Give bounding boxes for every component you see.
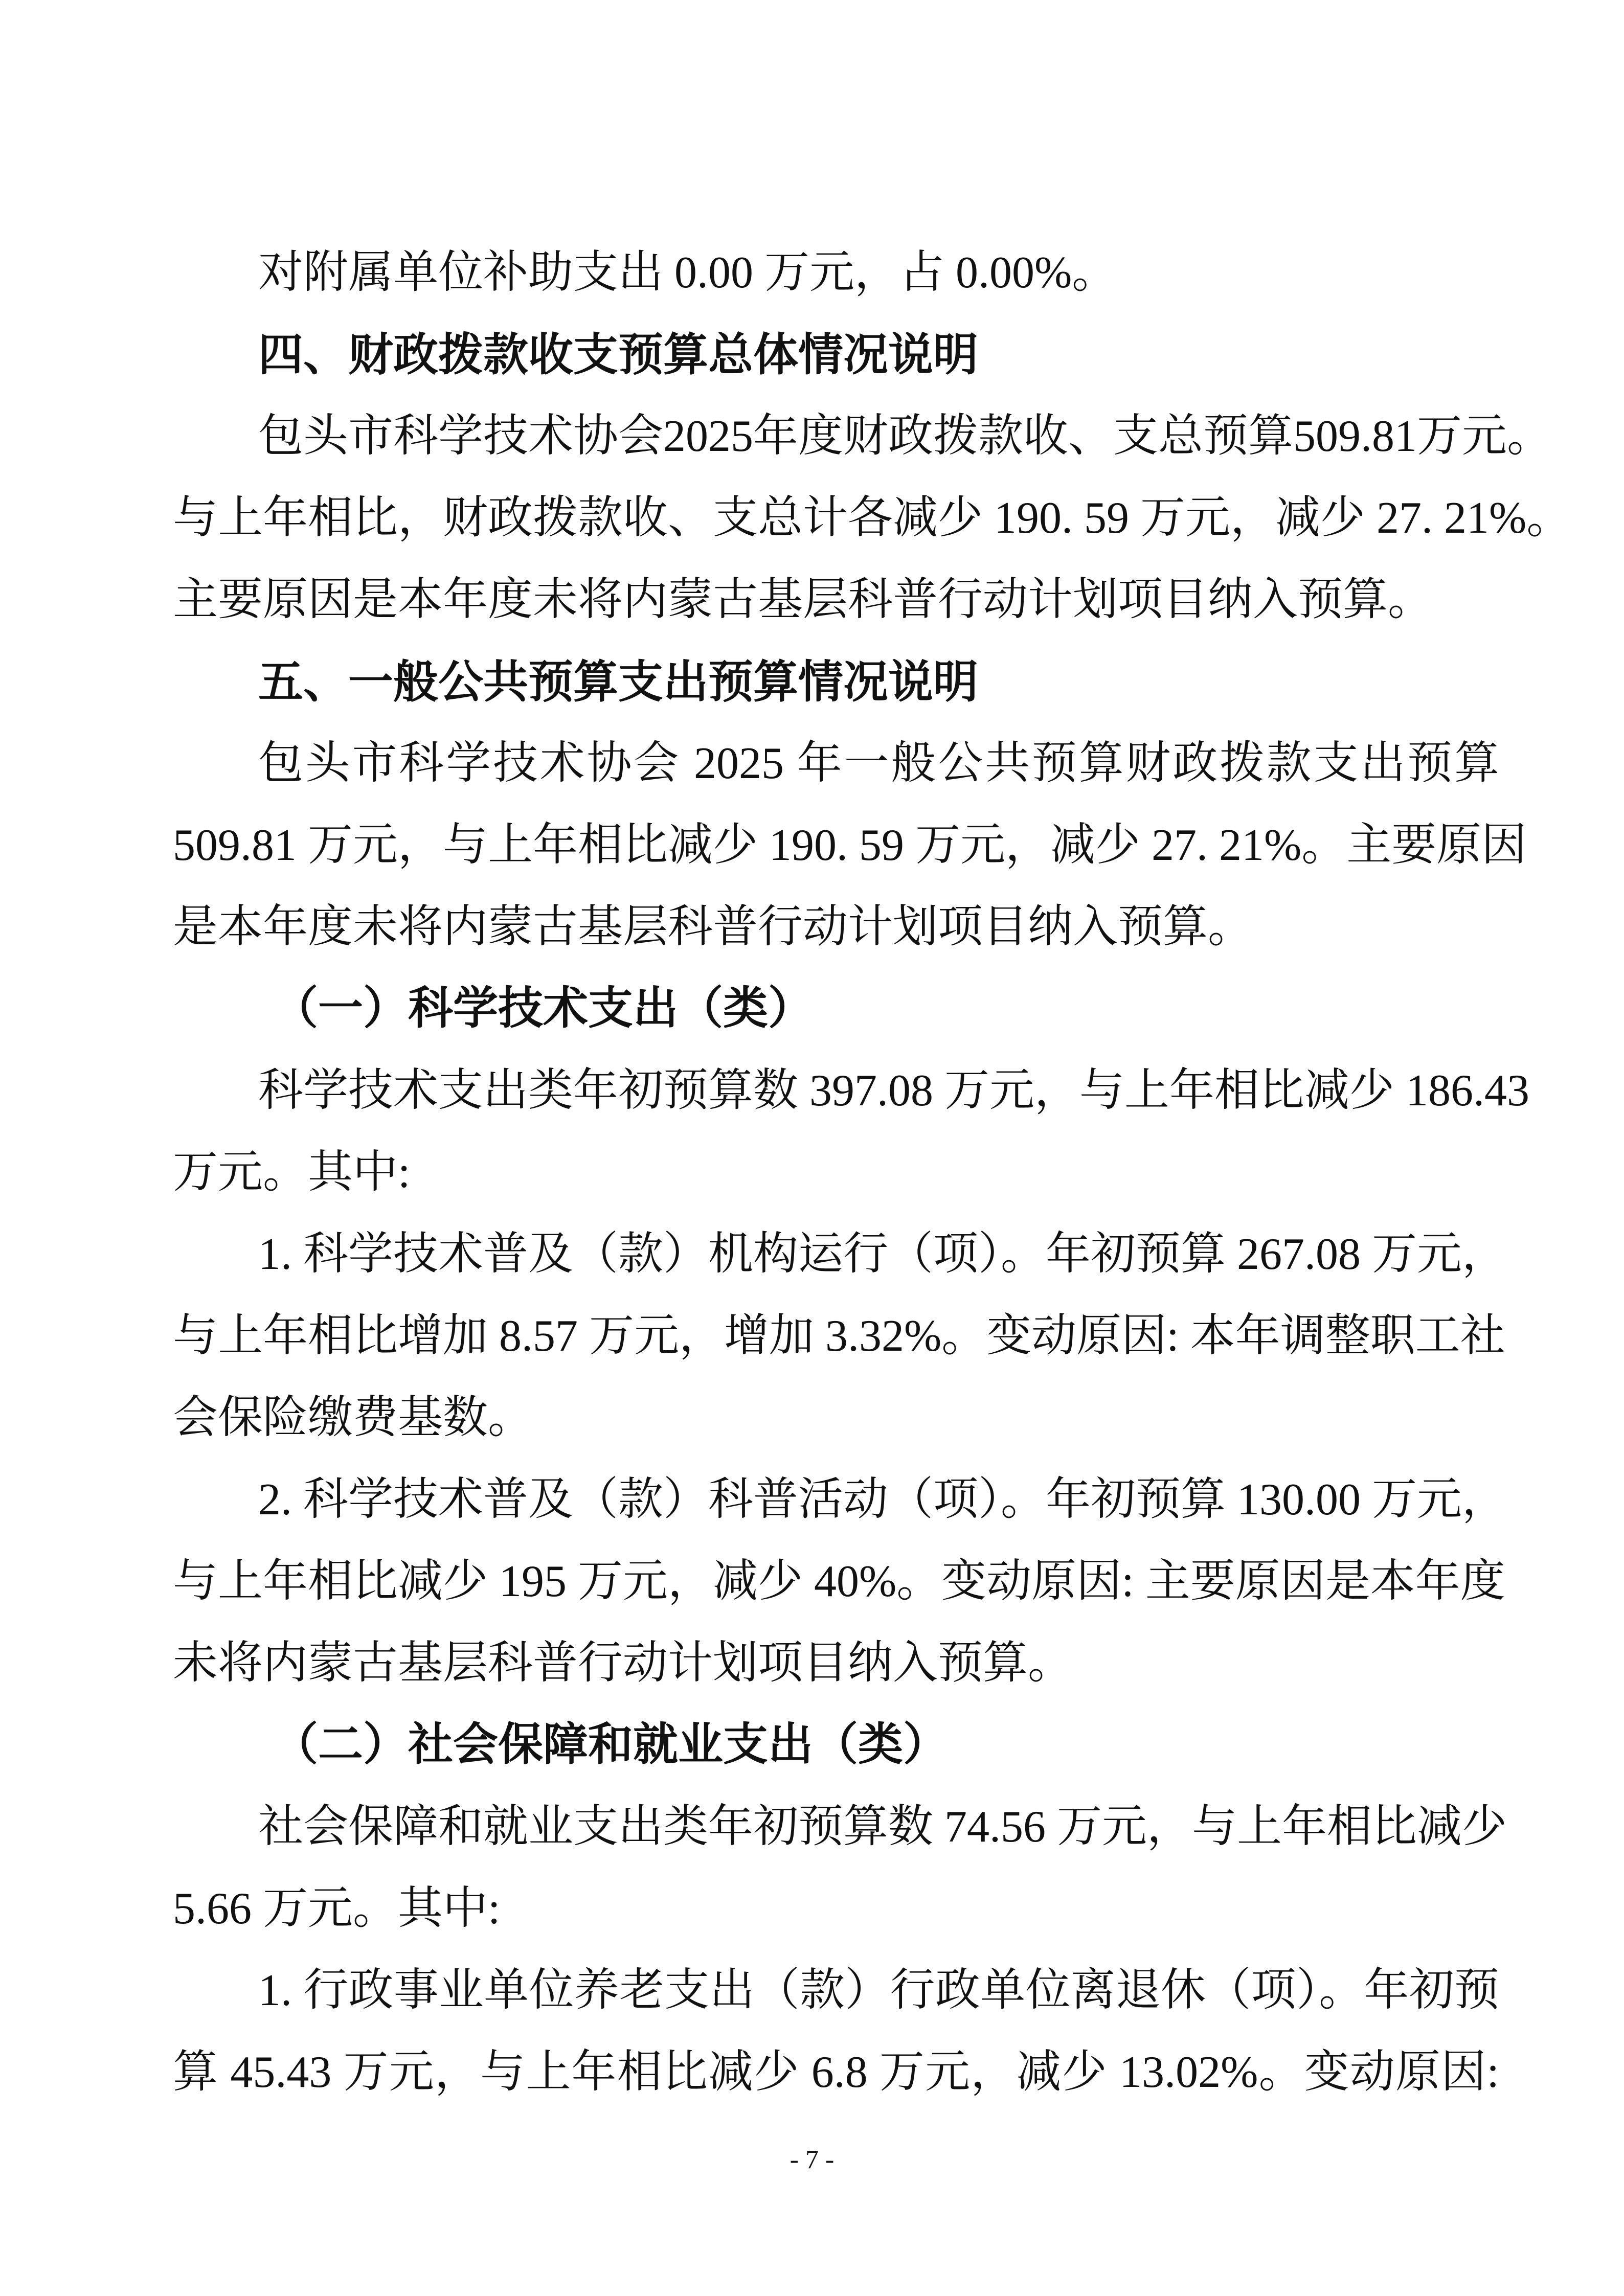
subsection-heading-2: （二）社会保障和就业支出（类） — [273, 1720, 949, 1770]
paragraph-line: 包头市科学技术协会2025年度财政拨款收、支总预算509.81万元。 — [258, 412, 1552, 461]
paragraph-line: 未将内蒙古基层科普行动计划项目纳入预算。 — [173, 1639, 1073, 1688]
paragraph-line: 包头市科学技术协会 2025 年一般公共预算财政拨款支出预算 — [258, 739, 1499, 788]
paragraph-line: 1. 科学技术普及（款）机构运行（项）。年初预算 267.08 万元， — [258, 1230, 1507, 1279]
paragraph-line: 是本年度未将内蒙古基层科普行动计划项目纳入预算。 — [173, 902, 1253, 952]
paragraph-line: 与上年相比减少 195 万元，减少 40%。变动原因: 主要原因是本年度 — [173, 1557, 1505, 1606]
paragraph-line: 科学技术支出类年初预算数 397.08 万元，与上年相比减少 186.43 — [258, 1066, 1530, 1116]
paragraph-line: 对附属单位补助支出 0.00 万元，占 0.00%。 — [258, 248, 1117, 298]
document-body — [173, 232, 1572, 2113]
paragraph-line: 万元。其中: — [173, 1148, 411, 1197]
paragraph-line: 5.66 万元。其中: — [173, 1884, 501, 1934]
paragraph-line: 与上年相比，财政拨款收、支总计各减少 190. 59 万元，减少 27. 21%。 — [173, 493, 1572, 543]
subsection-heading-1: （一）科学技术支出（类） — [273, 984, 814, 1034]
section-heading-4: 四、财政拨款收支预算总体情况说明 — [258, 328, 979, 381]
paragraph-line: 主要原因是本年度未将内蒙古基层科普行动计划项目纳入预算。 — [173, 575, 1433, 625]
paragraph-line: 2. 科学技术普及（款）科普活动（项）。年初预算 130.00 万元， — [258, 1475, 1507, 1525]
paragraph-line: 社会保障和就业支出类年初预算数 74.56 万元，与上年相比减少 — [258, 1802, 1507, 1852]
paragraph-line: 509.81 万元，与上年相比减少 190. 59 万元，减少 27. 21%。主要原因 — [173, 821, 1527, 870]
paragraph-line: 与上年相比增加 8.57 万元，增加 3.32%。变动原因: 本年调整职工社 — [173, 1311, 1505, 1361]
page-number: - 7 - — [790, 2145, 834, 2174]
paragraph-line: 会保险缴费基数。 — [173, 1393, 533, 1443]
paragraph-line: 算 45.43 万元，与上年相比减少 6.8 万元，减少 13.02%。变动原因: — [173, 2048, 1499, 2097]
section-heading-5: 五、一般公共预算支出预算情况说明 — [258, 655, 979, 708]
paragraph-line: 1. 行政事业单位养老支出（款）行政单位离退休（项）。年初预 — [258, 1966, 1499, 2015]
